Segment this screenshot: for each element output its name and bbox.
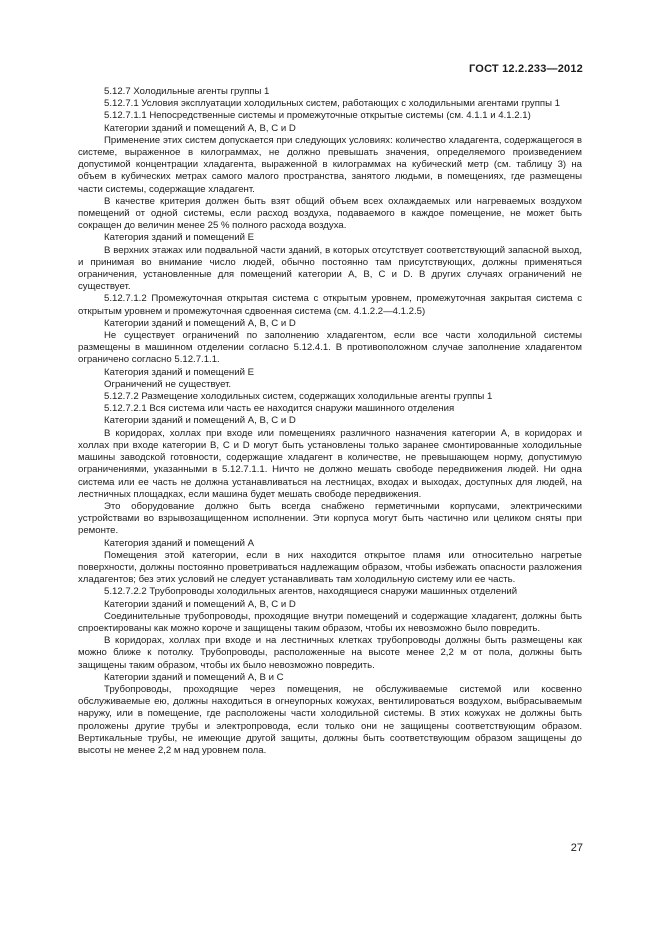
subsection-heading: 5.12.7.2.2 Трубопроводы холодильных агентов, находящиеся снаружи машинных отделений [104,586,518,598]
document-body [78,86,582,757]
body-paragraph: Применение этих систем допускается при следующих условиях: количество хладагента, содержащегося в системе, выраженное в килограммах, не должно превышать значения, определяемого произведением допустимой концентрации хладагента, выраженной в килограммах на кубический метр (см. таблицу 3) на объем в кубических метрах самого малого пространства, занятого людьми, в помещениях, где размещены части системы, содержащие хладагент. [78,134,582,195]
body-paragraph: Не существует ограничений по заполнению хладагентом, если все части холодильной системы размещены в машинном отделении согласно 5.12.4.1. В противоположном случае заполнение хладагентом ограничено согласно 5.12.7.1.1. [78,330,582,366]
body-paragraph: Соединительные трубопроводы, проходящие внутри помещений и содержащие хладагент, должны быть спроектированы как можно короче и защищены таким образом, чтобы их невозможно было повредить. [78,610,582,634]
category-label: Категория зданий и помещений Е [104,366,255,378]
category-label: Категория зданий и помещений Е [104,232,255,244]
subsection-heading: 5.12.7.1.2 Промежуточная открытая система с открытым уровнем, промежуточная закрытая система с открытым уровнем и промежуточная сдвоенная система (см. 4.1.2.2—4.1.2.5) [78,293,582,317]
category-label: Категории зданий и помещений А, В, С и D [104,415,296,427]
document-code-header: ГОСТ 12.2.233—2012 [469,63,583,75]
category-label: Категории зданий и помещений А, В, С и D [104,598,296,610]
body-paragraph: Трубопроводы, проходящие через помещения, не обслуживаемые системой или косвенно обслуживаемые ею, должны находиться в огнеупорных кожухах, вентилироваться воздухом, выбрасываемым наружу, или в помещение, где расположены части холодильной системы. В этих кожухах не должны быть проложены другие трубы и электропровода, если только они не защищены соответствующим образом. Вертикальные трубы, не имеющие другой защиты, должны быть соответствующим образом защищены до высоты не менее 2,2 м над уровнем пола. [78,683,582,756]
category-label: Категории зданий и помещений А, В, С и D [104,122,296,134]
body-paragraph: Ограничений не существует. [104,378,232,390]
category-label: Категория зданий и помещений А [104,537,255,549]
category-label: Категории зданий и помещений А, В и С [104,671,284,683]
body-paragraph: В верхних этажах или подвальной части зданий, в которых отсутствует соответствующий запасной выход, и принимая во внимание число людей, обычно постоянно там присутствующих, должны применяться ограничения, установленные для помещений категории А, В, С и D. В других случаях ограничений не существует. [78,244,582,293]
body-paragraph: Это оборудование должно быть всегда снабжено герметичными корпусами, электрическими устройствами во взрывозащищенном исполнении. Эти корпуса могут быть частично или целиком сняты при ремонте. [78,500,582,537]
page-number: 27 [570,842,583,854]
body-paragraph: В коридорах, холлах при входе или помещениях различного назначения категории А, в коридорах и холлах при входе категории В, С и D могут быть установлены только заранее смонтированные холодильные машины заводской готовности, содержащие хладагент в количестве, не превышающем норму, допустимую ограничениями, указанными в 5.12.7.1.1. Ничто не должно мешать свободе передвижения людей. Ни одна система или ее часть не должна устанавливаться на лестницах, входах и выходах, доступных для людей, на лестничных площадках, если машина будет мешать свободе передвижения. [78,427,582,500]
section-heading: 5.12.7 Холодильные агенты группы 1 [104,86,270,97]
subsection-heading: 5.12.7.2.1 Вся система или часть ее находится снаружи машинного отделения [104,403,455,415]
body-paragraph: В коридорах, холлах при входе и на лестничных клетках трубопроводы должны быть размещены как можно ближе к потолку. Трубопроводы, расположенные на высоте менее 2,2 м от пола, должны быть защищены таким образом, чтобы их было невозможно повредить. [78,635,582,671]
body-paragraph: В качестве критерия должен быть взят общий объем всех охлаждаемых или нагреваемых воздухом помещений от одной системы, если расход воздуха, подаваемого в каждое помещение, не может быть сокращен до величин менее 25 % полного расхода воздуха. [78,195,582,232]
category-label: Категории зданий и помещений А, В, С и D [104,317,296,329]
subsection-heading: 5.12.7.2 Размещение холодильных систем, содержащих холодильные агенты группы 1 [104,391,493,403]
body-paragraph: Помещения этой категории, если в них находится открытое пламя или относительно нагретые поверхности, должны постоянно проветриваться надлежащим образом, чтобы избежать опасности разложения хладагентов; без этих условий не следует устанавливать там холодильную систему или ее часть. [78,549,582,586]
subsection-heading: 5.12.7.1 Условия эксплуатации холодильных систем, работающих с холодильными агентами группы 1 [104,98,561,110]
subsection-heading: 5.12.7.1.1 Непосредственные системы и промежуточные открытые системы (см. 4.1.1 и 4.1.2.1) [104,110,531,122]
